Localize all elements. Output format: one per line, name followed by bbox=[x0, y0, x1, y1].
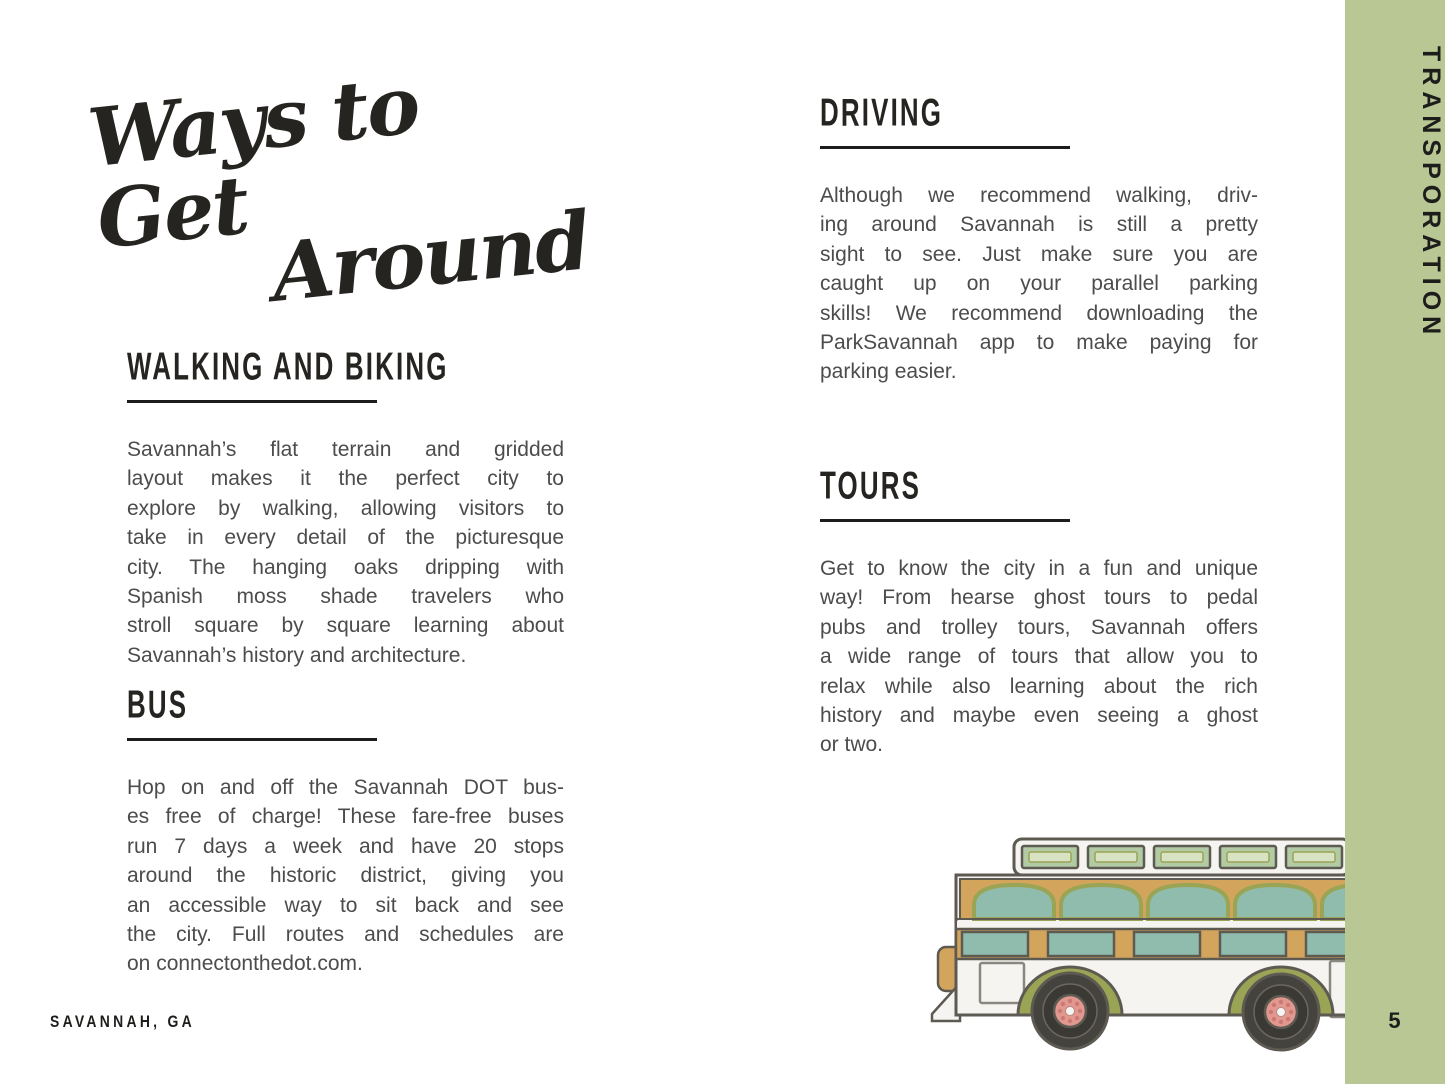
section-heading bbox=[820, 462, 1258, 508]
section-tours bbox=[820, 462, 1258, 760]
section-heading bbox=[127, 681, 564, 727]
text-line: or two. bbox=[820, 733, 884, 757]
text-line: pubs and trolley tours, Savannah offers bbox=[820, 615, 1258, 639]
heading-underline bbox=[820, 146, 1070, 149]
heading-underline bbox=[127, 738, 377, 741]
text-line: way! From hearse ghost tours to pedal bbox=[820, 586, 1258, 610]
text-line: Get to know the city in a fun and unique bbox=[820, 557, 1258, 580]
section-heading-text: BUS bbox=[127, 681, 189, 727]
text-line: take in every detail of the picturesque bbox=[127, 526, 564, 550]
section-paragraph bbox=[127, 435, 564, 670]
text-line: city. The hanging oaks dripping with bbox=[127, 555, 564, 579]
section-heading bbox=[127, 343, 564, 389]
section-heading bbox=[820, 89, 1258, 135]
text-line: caught up on your parallel parking bbox=[820, 272, 1258, 296]
text-line: the city. Full routes and schedules are bbox=[127, 923, 564, 947]
text-line: Spanish moss shade travelers who bbox=[127, 585, 564, 609]
text-line: sight to see. Just make sure you are bbox=[820, 242, 1258, 266]
text-line: stroll square by square learning about bbox=[127, 614, 564, 638]
heading-underline bbox=[820, 519, 1070, 522]
text-line: ing around Savannah is still a pretty bbox=[820, 213, 1258, 237]
section-paragraph bbox=[820, 554, 1258, 760]
text-line: Savannah’s history and architecture. bbox=[127, 643, 467, 667]
bus-roof-group bbox=[1014, 839, 1350, 875]
rear-wheel bbox=[1243, 974, 1319, 1050]
section-paragraph bbox=[127, 773, 564, 979]
text-line: layout makes it the perfect city to bbox=[127, 467, 564, 491]
section-bus bbox=[127, 681, 564, 979]
heading-underline bbox=[127, 400, 377, 403]
trolley-bus-svg bbox=[926, 821, 1350, 1057]
footer-location-text: SAVANNAH, GA bbox=[50, 1012, 195, 1031]
clerestory-windows bbox=[1022, 846, 1342, 868]
section-driving bbox=[820, 89, 1258, 387]
text-line: Although we recommend walking, driv- bbox=[820, 184, 1258, 207]
side-tab-label: TRANSPORATION bbox=[1417, 46, 1445, 341]
front-door bbox=[980, 963, 1024, 1003]
section-heading-text: WALKING AND BIKING bbox=[127, 343, 449, 389]
text-line: parking easier. bbox=[820, 360, 957, 384]
footer-location bbox=[50, 1012, 227, 1032]
arch-windows bbox=[974, 885, 1350, 919]
text-line: around the historic district, giving you bbox=[127, 864, 564, 888]
text-line: a wide range of tours that allow you to bbox=[820, 645, 1258, 669]
section-paragraph bbox=[820, 181, 1258, 387]
text-line: Savannah’s flat terrain and gridded bbox=[127, 438, 564, 461]
text-line: history and maybe even seeing a ghost bbox=[820, 704, 1258, 728]
section-heading-text: DRIVING bbox=[820, 89, 944, 135]
section-walking-and-biking bbox=[127, 343, 564, 670]
text-line: on connectonthedot.com. bbox=[127, 952, 363, 976]
trolley-bus-illustration bbox=[926, 821, 1350, 1057]
page-title-line2: Around bbox=[267, 193, 594, 321]
text-line: ParkSavannah app to make paying for bbox=[820, 331, 1258, 355]
text-line: Hop on and off the Savannah DOT bus- bbox=[127, 776, 564, 799]
front-wheel bbox=[1032, 973, 1108, 1049]
page-number: 5 bbox=[1388, 1008, 1402, 1033]
text-line: explore by walking, allowing visitors to bbox=[127, 496, 564, 520]
side-tab-band bbox=[1345, 0, 1445, 1084]
text-line: an accessible way to sit back and see bbox=[127, 893, 564, 917]
page-title bbox=[84, 49, 594, 333]
section-heading-text: TOURS bbox=[820, 462, 922, 508]
text-line: relax while also learning about the rich bbox=[820, 674, 1258, 698]
text-line: run 7 days a week and have 20 stops bbox=[127, 834, 564, 858]
text-line: skills! We recommend downloading the bbox=[820, 301, 1258, 325]
text-line: es free of charge! These fare-free buses bbox=[127, 805, 564, 829]
page-title-line1: Ways to Get bbox=[84, 57, 423, 267]
